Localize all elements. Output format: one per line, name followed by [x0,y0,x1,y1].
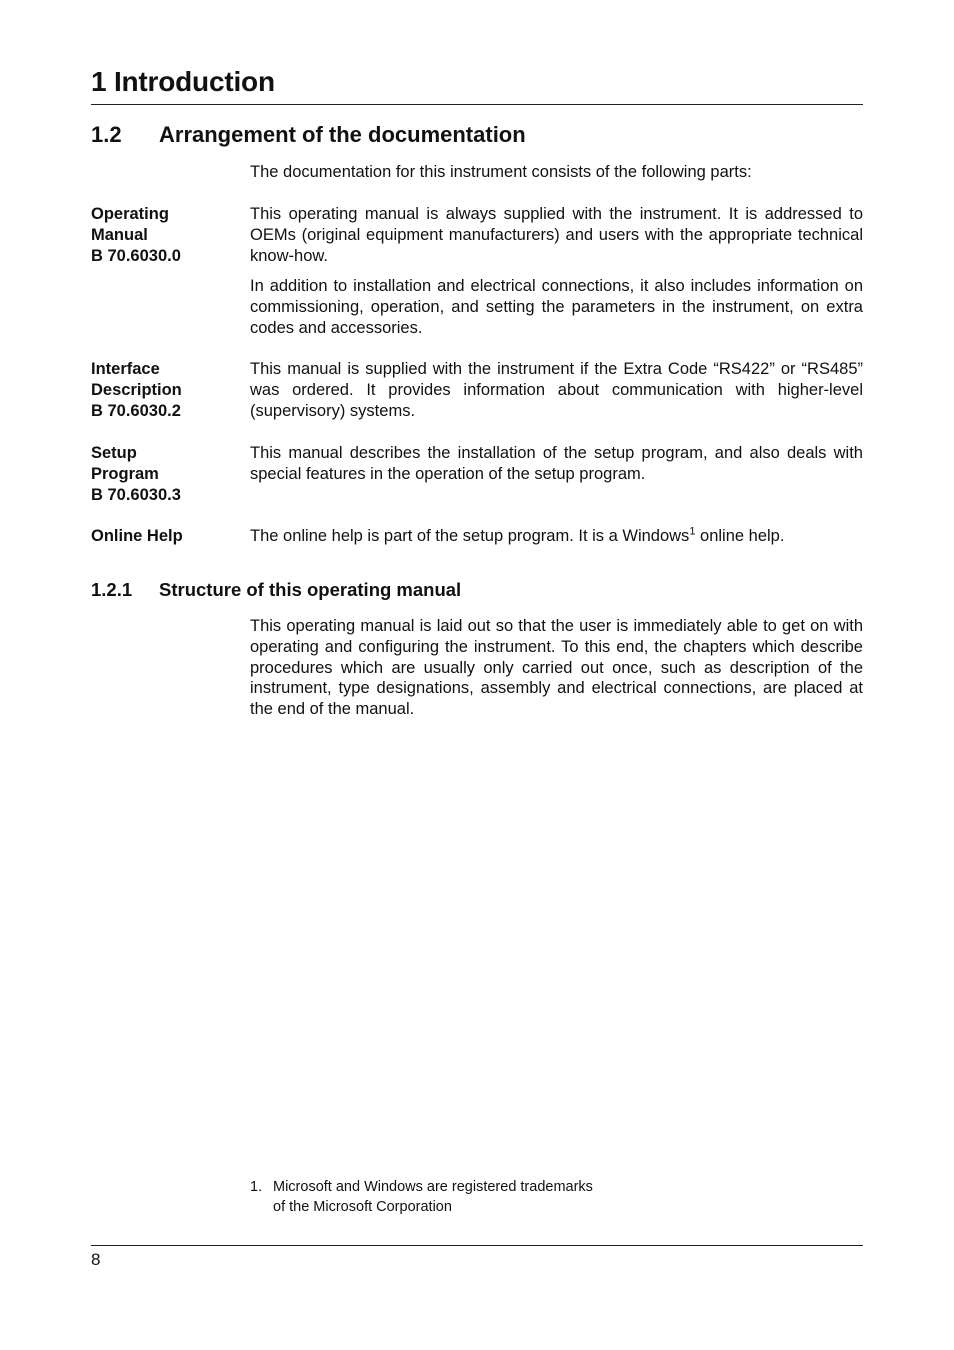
part-label-line: Operating [91,205,169,223]
section-title: Arrangement of the documentation [159,122,526,147]
footnote-number: 1. [250,1179,263,1195]
part-description-paragraph: This operating manual is always supplied with the instrument. It is addressed to OEMs (original equipment manufacturers) and users with the appropriate technical know-how. [250,205,863,265]
part-label-line: Setup [91,444,137,462]
online-help-description [250,526,863,547]
part-label-line: Description [91,380,182,399]
part-description-paragraph: This manual describes the installation of the setup program, and also deals with special features in the operation of the setup program. [250,444,863,483]
subsection-title: Structure of this operating manual [159,579,462,600]
online-help-text: The online help is part of the setup program. It is a Windows [250,527,690,545]
part-label-line: B 70.6030.0 [91,246,181,265]
part-label-operating-manual [91,204,241,266]
part-label-online-help [91,526,241,547]
part-label-line: Online Help [91,527,183,545]
footer-rule [91,1245,863,1246]
footnote-reference[interactable]: 1 [689,525,696,538]
part-label-line: B 70.6030.2 [91,401,181,420]
footnote-text-line: of the Microsoft Corporation [273,1198,452,1215]
part-label-setup-program [91,443,241,505]
part-label-line: Program [91,464,159,483]
section-intro: The documentation for this instrument consists of the following parts: [250,163,752,181]
header-rule [91,104,863,105]
section-number: 1.2 [91,122,122,147]
part-description-paragraph: This manual is supplied with the instrument if the Extra Code “RS422” or “RS485” was ordered. It provides information about communication with higher-level (supervisory) systems. [250,360,863,420]
chapter-title: 1 Introduction [91,66,275,97]
part-label-interface-description [91,359,241,421]
page-number: 8 [91,1250,101,1269]
subsection-number: 1.2.1 [91,579,133,600]
part-description-paragraph: In addition to installation and electrical connections, it also includes information on commissioning, operation, and setting the parameters in the instrument, on extra codes and accessories. [250,277,863,337]
part-label-line: Interface [91,360,160,378]
online-help-text-end: online help. [695,527,785,545]
footnote-text-line: Microsoft and Windows are registered trademarks [273,1179,593,1195]
part-label-line: Manual [91,225,148,244]
part-label-line: B 70.6030.3 [91,485,181,504]
subsection-paragraph: This operating manual is laid out so that the user is immediately able to get on with operating and configuring the instrument. To this end, the chapters which describe procedures which are usually only carried out once, such as description of the instrument, type designations, assembly and electrical connections, are placed at the end of the manual. [250,617,863,719]
